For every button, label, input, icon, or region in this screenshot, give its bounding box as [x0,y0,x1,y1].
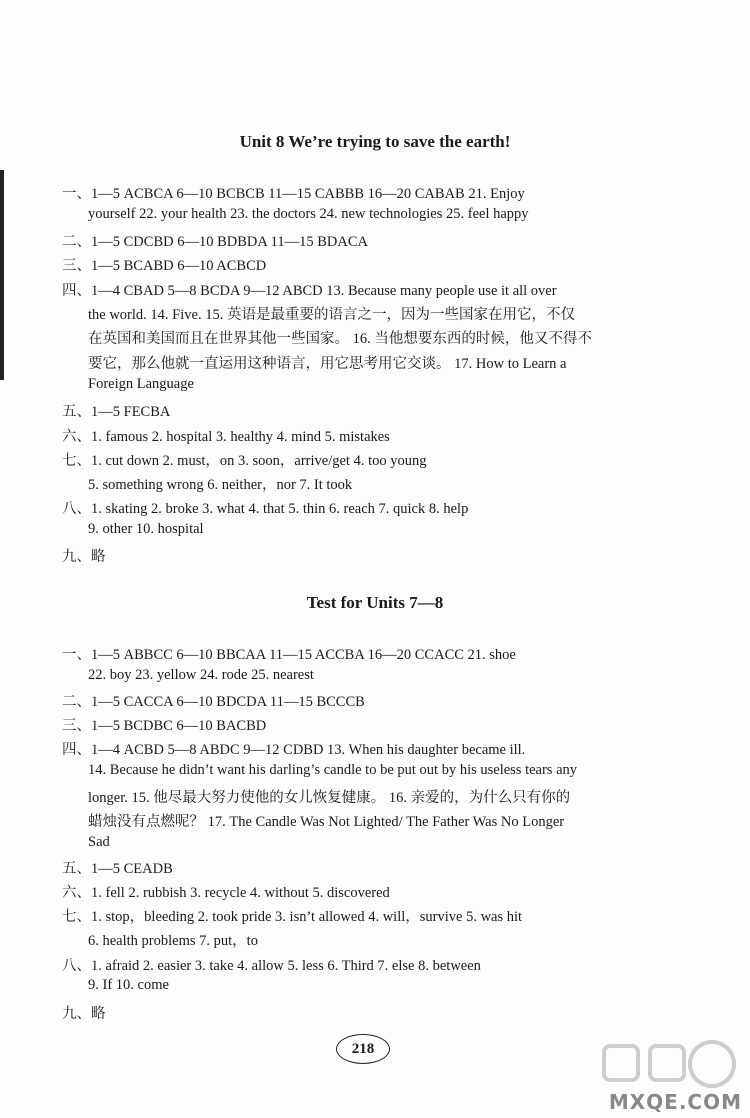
answer-line: 在英国和美国而且在世界其他一些国家。 16. 当他想要东西的时候，他又不得不 [88,331,592,347]
answer-line: 9. other 10. hospital [88,521,204,537]
answer-line: the world. 14. Five. 15. 英语是最重要的语言之一，因为一些国家在用它，不仅 [88,307,575,323]
answer-line: 四、1—4 ACBD 5—8 ABDC 9—12 CDBD 13. When his daughter became ill. [62,742,526,758]
answer-line: 六、1. fell 2. rubbish 3. recycle 4. without 5. discovered [62,885,390,901]
unit8-title: Unit 8 We’re trying to save the earth! [239,132,511,151]
binding-edge-line [0,170,4,380]
answer-line: Foreign Language [88,376,194,392]
answer-line: 14. Because he didn’t want his darling’s candle to be put out by his useless tears any [88,762,578,778]
test-title: Test for Units 7—8 [306,593,444,612]
answer-line: 八、1. afraid 2. easier 3. take 4. allow 5. less 6. Third 7. else 8. between [62,958,481,974]
answer-line: 七、1. cut down 2. must，on 3. soon，arrive/get 4. too young [62,453,427,469]
answer-line: 9. If 10. come [88,977,169,993]
answer-line: 三、1—5 BCABD 6—10 ACBCD [62,258,267,274]
answer-line: 二、1—5 CDCBD 6—10 BDBDA 11—15 BDACA [62,234,369,250]
answer-line: 5. something wrong 6. neither，nor 7. It took [88,477,353,493]
answer-line: 6. health problems 7. put，to [88,933,258,949]
answer-line: 八、1. skating 2. broke 3. what 4. that 5. thin 6. reach 7. quick 8. help [62,501,469,517]
answer-line: Sad [88,834,110,850]
answer-line: 22. boy 23. yellow 24. rode 25. nearest [88,667,314,683]
answer-line: 五、1—5 FECBA [62,404,171,420]
answer-line: 九、略 [62,1006,106,1022]
answer-line: 蜡烛没有点燃呢？ 17. The Candle Was Not Lighted/ The Father Was No Longer [88,814,565,830]
page-number: 218 [351,1040,375,1057]
answer-line: longer. 15. 他尽最大努力使他的女儿恢复健康。 16. 亲爱的，为什么只有你的 [88,790,571,806]
answer-line: 一、1—5 ACBCA 6—10 BCBCB 11—15 CABBB 16—20 CABAB 21. Enjoy [62,186,525,202]
answer-line: 七、1. stop，bleeding 2. took pride 3. isn’t allowed 4. will，survive 5. was hit [62,909,523,925]
answer-line: 六、1. famous 2. hospital 3. healthy 4. mind 5. mistakes [62,429,390,445]
answer-line: 九、略 [62,549,106,565]
answer-line: 要它，那么他就一直运用这种语言，用它思考用它交谈。 17. How to Learn a [88,356,567,372]
answer-line: 四、1—4 CBAD 5—8 BCDA 9—12 ABCD 13. Because many people use it all over [62,283,557,299]
answer-line: 五、1—5 CEADB [62,861,173,877]
answer-line: 二、1—5 CACCA 6—10 BDCDA 11—15 BCCCB [62,694,365,710]
answer-line: 一、1—5 ABBCC 6—10 BBCAA 11—15 ACCBA 16—20 CCACC 21. shoe [62,647,516,663]
answer-line: yourself 22. your health 23. the doctors 24. new technologies 25. feel happy [88,206,529,222]
answer-line: 三、1—5 BCDBC 6—10 BACBD [62,718,267,734]
page-number-badge [336,1034,390,1064]
watermark-text: MXQE.COM [608,1090,742,1114]
